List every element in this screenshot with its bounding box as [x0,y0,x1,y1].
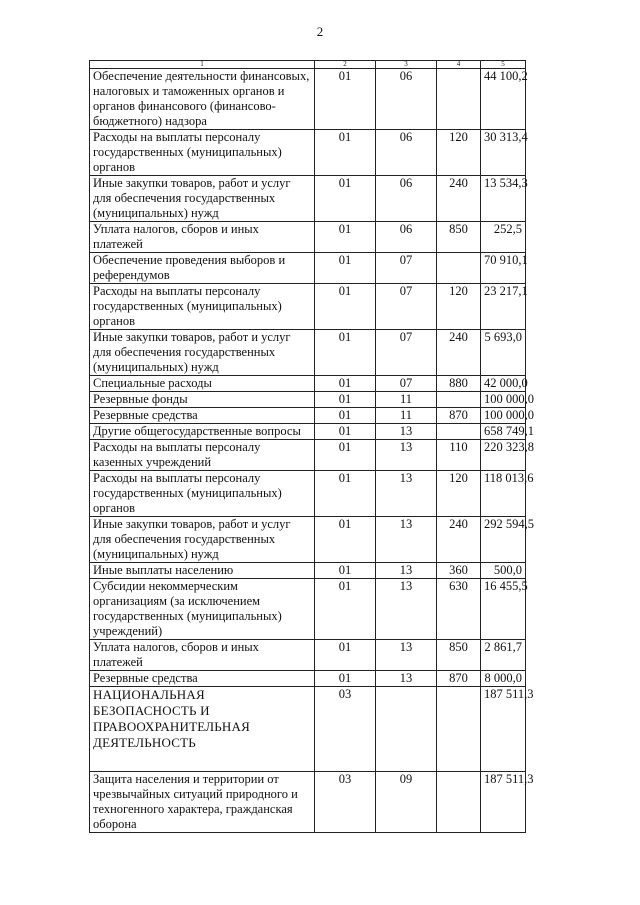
row-name-cell: Расходы на выплаты персоналу казенных учреждений [90,440,315,471]
table-row [90,563,526,579]
table-row [90,517,526,563]
row-code-type-cell: 880 [437,376,481,392]
row-name-cell: Расходы на выплаты персоналу государственных (муниципальных) органов [90,284,315,330]
row-amount-cell: 30 313,4 [481,130,526,176]
table-row [90,222,526,253]
column-header: 5 [481,61,526,69]
row-code-section-cell: 01 [315,471,376,517]
row-code-subsection-cell: 06 [376,176,437,222]
row-code-subsection-cell: 07 [376,376,437,392]
row-amount-cell: 252,5 [481,222,526,253]
table-header-row [90,61,526,69]
row-amount-cell: 2 861,7 [481,640,526,671]
row-code-section-cell: 03 [315,772,376,833]
row-name-cell: Защита населения и территории от чрезвычайных ситуаций природного и техногенного характера, гражданская оборона [90,772,315,833]
row-code-subsection-cell: 13 [376,424,437,440]
table-row [90,579,526,640]
row-code-subsection-cell: 13 [376,640,437,671]
row-amount-cell: 292 594,5 [481,517,526,563]
row-name-cell: Обеспечение проведения выборов и референдумов [90,253,315,284]
row-code-type-cell: 120 [437,471,481,517]
table-row [90,440,526,471]
row-code-subsection-cell: 07 [376,284,437,330]
row-code-section-cell: 01 [315,284,376,330]
row-amount-cell: 118 013,6 [481,471,526,517]
table-row [90,687,526,772]
table-row [90,330,526,376]
row-amount-cell: 187 511,3 [481,687,526,772]
row-code-type-cell: 240 [437,176,481,222]
row-code-type-cell [437,253,481,284]
row-code-type-cell: 240 [437,517,481,563]
row-code-subsection-cell: 13 [376,563,437,579]
row-code-section-cell: 01 [315,671,376,687]
row-name-cell: Иные закупки товаров, работ и услуг для обеспечения государственных (муниципальных) нужд [90,330,315,376]
row-code-type-cell [437,69,481,130]
row-code-type-cell: 120 [437,284,481,330]
row-name-cell: Обеспечение деятельности финансовых, налоговых и таможенных органов и органов финансового (финансово-бюджетного) надзора [90,69,315,130]
row-code-section-cell: 01 [315,640,376,671]
row-code-subsection-cell: 11 [376,408,437,424]
row-code-type-cell: 870 [437,408,481,424]
row-code-type-cell: 630 [437,579,481,640]
row-amount-cell: 100 000,0 [481,392,526,408]
table-row [90,69,526,130]
row-name-cell: Иные закупки товаров, работ и услуг для обеспечения государственных (муниципальных) нужд [90,517,315,563]
table-row [90,130,526,176]
row-amount-cell: 42 000,0 [481,376,526,392]
row-code-type-cell: 850 [437,222,481,253]
column-header: 4 [437,61,481,69]
column-header: 2 [315,61,376,69]
row-code-type-cell: 120 [437,130,481,176]
row-name-cell: Субсидии некоммерческим организациям (за исключением государственных (муниципальных) учреждений) [90,579,315,640]
row-code-section-cell: 01 [315,376,376,392]
table-row [90,392,526,408]
budget-table [89,60,534,833]
row-name-cell: Расходы на выплаты персоналу государственных (муниципальных) органов [90,471,315,517]
table-row [90,424,526,440]
row-amount-cell: 23 217,1 [481,284,526,330]
row-code-section-cell: 01 [315,424,376,440]
row-code-type-cell: 870 [437,671,481,687]
row-code-subsection-cell: 09 [376,772,437,833]
row-code-type-cell [437,424,481,440]
row-code-section-cell: 01 [315,408,376,424]
row-code-section-cell: 01 [315,69,376,130]
row-code-section-cell: 01 [315,440,376,471]
row-code-subsection-cell: 06 [376,69,437,130]
row-name-cell: Другие общегосударственные вопросы [90,424,315,440]
row-name-cell: НАЦИОНАЛЬНАЯ БЕЗОПАСНОСТЬ И ПРАВООХРАНИТЕЛЬНАЯ ДЕЯТЕЛЬНОСТЬ [90,687,315,772]
row-code-type-cell: 110 [437,440,481,471]
row-code-subsection-cell: 06 [376,130,437,176]
row-amount-cell: 13 534,3 [481,176,526,222]
row-amount-cell: 8 000,0 [481,671,526,687]
table-row [90,471,526,517]
row-code-type-cell: 360 [437,563,481,579]
row-amount-cell: 500,0 [481,563,526,579]
page-number: 2 [316,24,324,39]
row-code-section-cell: 01 [315,392,376,408]
row-code-type-cell [437,392,481,408]
row-name-cell: Резервные средства [90,671,315,687]
row-code-subsection-cell: 07 [376,253,437,284]
table-row [90,176,526,222]
table-row [90,640,526,671]
table-row [90,671,526,687]
row-amount-cell: 5 693,0 [481,330,526,376]
row-code-type-cell: 240 [437,330,481,376]
row-code-subsection-cell [376,687,437,772]
row-amount-cell: 16 455,5 [481,579,526,640]
table-row [90,772,526,833]
row-code-subsection-cell: 07 [376,330,437,376]
row-code-section-cell: 01 [315,330,376,376]
row-name-cell: Иные выплаты населению [90,563,315,579]
column-header: 1 [90,61,315,69]
row-code-section-cell: 01 [315,130,376,176]
table-row [90,284,526,330]
row-code-section-cell: 01 [315,222,376,253]
row-code-section-cell: 01 [315,579,376,640]
row-amount-cell: 70 910,1 [481,253,526,284]
row-amount-cell: 658 749,1 [481,424,526,440]
row-code-subsection-cell: 13 [376,471,437,517]
row-name-cell: Уплата налогов, сборов и иных платежей [90,640,315,671]
row-code-subsection-cell: 06 [376,222,437,253]
table-row [90,408,526,424]
row-code-subsection-cell: 13 [376,579,437,640]
row-code-section-cell: 01 [315,517,376,563]
row-code-section-cell: 01 [315,253,376,284]
row-code-type-cell [437,772,481,833]
row-name-cell: Резервные фонды [90,392,315,408]
row-code-section-cell: 01 [315,176,376,222]
row-code-section-cell: 03 [315,687,376,772]
row-name-cell: Специальные расходы [90,376,315,392]
row-code-subsection-cell: 13 [376,440,437,471]
row-code-subsection-cell: 13 [376,517,437,563]
row-name-cell: Уплата налогов, сборов и иных платежей [90,222,315,253]
row-name-cell: Резервные средства [90,408,315,424]
row-amount-cell: 100 000,0 [481,408,526,424]
row-code-section-cell: 01 [315,563,376,579]
row-code-type-cell [437,687,481,772]
row-code-subsection-cell: 11 [376,392,437,408]
row-code-type-cell: 850 [437,640,481,671]
column-header: 3 [376,61,437,69]
row-name-cell: Иные закупки товаров, работ и услуг для обеспечения государственных (муниципальных) нужд [90,176,315,222]
row-name-cell: Расходы на выплаты персоналу государственных (муниципальных) органов [90,130,315,176]
row-code-subsection-cell: 13 [376,671,437,687]
row-amount-cell: 44 100,2 [481,69,526,130]
table-row [90,253,526,284]
table-row [90,376,526,392]
row-amount-cell: 187 511,3 [481,772,526,833]
row-amount-cell: 220 323,8 [481,440,526,471]
